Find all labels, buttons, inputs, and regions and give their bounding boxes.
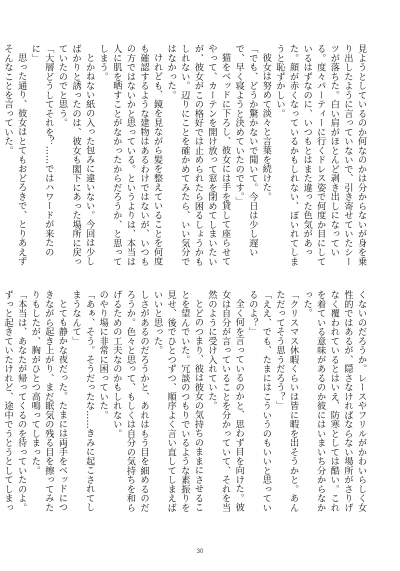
paragraph: けれども、鏡を見ながら髪を整えていることを何度も確認するような建物はあるわけではないが、いつもの方ではないかと思っている。というよりは、本当は人に肌を晒すことがなかったからだろうか、と思ってしまう。 [97,44,163,266]
paragraph: 全く何を言っているのかと、思わず目を向けた。彼女は自分が言っていることを分かっていて、それを当然のように受け入れていた。 [206,290,244,512]
dialogue-line: 「ええ、でも、たまにはこういうのもいいと思っているのよ？」 [247,290,271,512]
paragraph: しさがあるのだろうかと、あれはもう目を細めるのだろうか。色々と思って、もしくは自分の気持ちを和らげるための工夫なのかもしれない。 [111,290,149,512]
dialogue-line: 「クリスマス休暇くらいは皆に暇を出そうかと。あんただってそう思うだろう？」 [274,290,299,512]
page-number: 30 [196,549,204,555]
paragraph: とかねない紙の入った包みに違いない。今回は少しばかりと誘ったのは、彼女も閣下にあった場所に戻っていたのでと思う。 [56,44,95,266]
text-column-top [2,44,367,268]
dialogue-line: 「本当は、あなたが帰ってくるのを待っていたのよ。ずっと起きていたけれど、途中でうとうとしてしまっ [2,290,27,512]
paragraph: のやり場に非常に困っていた。 [97,290,108,420]
dialogue-line: 「大層どうしてそれを？……ではハワードが来たのに」 [29,44,54,257]
dialogue-line: 「あぁ、そう。そうだったな……きみに起こされてしまうなんて」 [70,290,95,512]
paragraph: 見ようとしているのか何なのかは分からないが身を乗り出したように言っていないで、引き寄せていたシーツが落ちた。白い肩がほとんど剥き出しになっている。度々パーティーに行くドレス姿で何度か目にしているはずなのに、いつもとはまた違った色気があった。顔が赤くなっているかもしれない、ぽいれてしまうと恥ずかしい。 [274,44,366,266]
paragraph: とても静かな夜だった。たまには両手をベッドにつきながら起き上がり、まだ眠気の残る目を擦ってみたりもしたが、胸がひとつ高鳴ってしまった。 [29,290,67,512]
text-column-bottom [2,290,367,514]
paragraph: 彼女は努めて淡々と言葉を続けた。 [260,53,271,202]
paragraph: 猫をベッドに下ろし、彼女には手を貸して座らせてやって、カーテンを開け放って窓を閉めてしまいたいが、彼女がこの格好では止められたら困るしょうかもしれない。辺りにことを確かめてみたら、いい気分ではなかった。 [165,44,231,266]
paragraph: 思った通り、彼女はとてもおどろきで、とりあえずそんなことを言っていた。 [2,44,27,266]
dialogue-line: 「でも、どうか驚かないで聞いて。今日は少し遅いで、早く寝ようと決めていたのです。」 [233,44,258,257]
paragraph: とどのつまり、彼は彼女の気持ちのままにさせることを望んでいた。冗談のつもりでいるような素振りを見せ、後でひとつずつ、順序よく言い直してしまえばいいと思った。 [152,290,203,512]
paragraph: くないのだろうか。レースやフリルがかわいらしく女性的ではあるが、隠さなければならない場所がさりげなく覆われているとはいえ、防寒としては酷い。これを着ている意味があるのか彼にはいまいち分からなかった。 [301,290,366,512]
